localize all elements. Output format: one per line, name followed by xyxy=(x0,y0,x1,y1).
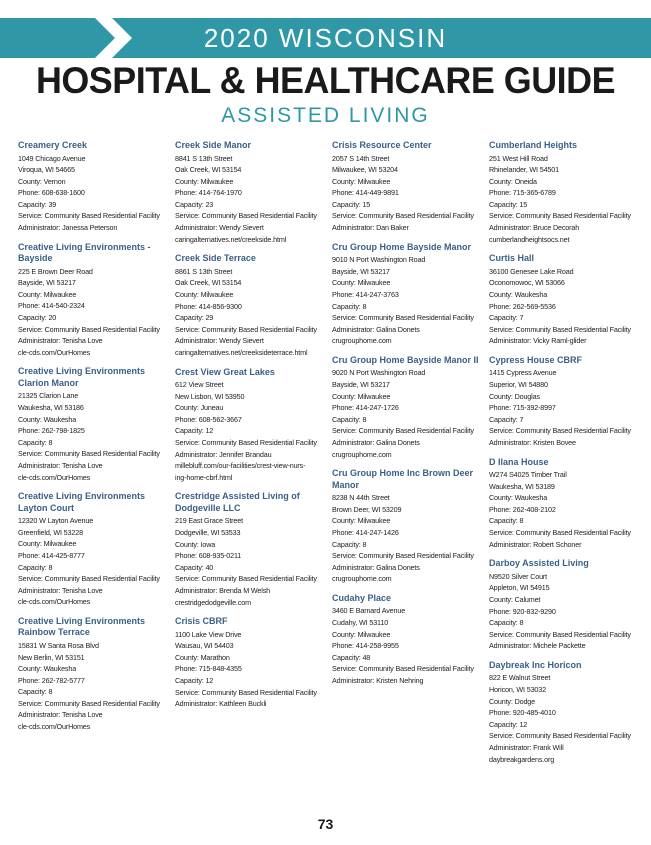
facility-detail: 1415 Cypress Avenue xyxy=(489,368,557,378)
facility-detail: Cudahy, WI 53110 xyxy=(332,618,389,627)
listing-column xyxy=(332,140,489,800)
facility-detail: Service: Community Based Residential Facility xyxy=(332,551,474,561)
facility-detail: Phone: 608-562-3667 xyxy=(175,414,242,424)
facility-name: Creek Side Manor xyxy=(175,140,252,150)
facility-detail: Dodgeville, WI 53533 xyxy=(175,527,241,537)
facility-entry xyxy=(175,253,332,358)
facility-detail: 612 View Street xyxy=(175,380,224,389)
facility-detail: Service: Community Based Residential Facility xyxy=(332,426,474,436)
facility-detail: Administrator: Brenda M Welsh xyxy=(175,585,270,595)
facility-name: Cru Group Home Inc Brown Deer Manor xyxy=(332,468,474,490)
facility-detail: ing-home-cbrf.html xyxy=(175,472,233,482)
facility-detail: County: Waukesha xyxy=(489,289,548,299)
facility-detail: Wausau, WI 54403 xyxy=(175,641,234,651)
facility-name: Creative Living Environments Layton Court xyxy=(18,491,146,513)
facility-detail: Capacity: 8 xyxy=(489,516,524,526)
facility-detail: W274 S4025 Timber Trail xyxy=(489,470,567,480)
facility-detail: Capacity: 8 xyxy=(332,301,367,311)
facility-detail: Service: Community Based Residential Facility xyxy=(18,574,160,584)
facility-detail: Service: Community Based Residential Facility xyxy=(489,731,631,741)
facility-entry xyxy=(332,468,489,585)
facility-detail: Service: Community Based Residential Facility xyxy=(175,574,317,584)
facility-detail: Capacity: 15 xyxy=(332,199,371,209)
facility-detail: Capacity: 8 xyxy=(18,687,53,697)
facility-detail: Capacity: 7 xyxy=(489,414,524,424)
facility-detail: County: Juneau xyxy=(175,403,224,413)
facility-entry xyxy=(18,366,175,483)
facility-detail: County: Milwaukee xyxy=(332,278,391,288)
facility-name: Crestridge Assisted Living of Dodgeville LLC xyxy=(175,491,300,513)
facility-detail: Administrator: Janessa Peterson xyxy=(18,223,118,233)
facility-entry xyxy=(18,242,175,359)
facility-detail: Service: Community Based Residential Facility xyxy=(489,528,631,538)
facility-detail: Service: Community Based Residential Facility xyxy=(332,664,474,674)
facility-entry xyxy=(18,616,175,733)
facility-detail: Administrator: Dan Baker xyxy=(332,223,409,233)
facility-detail: cumberlandheightsocs.net xyxy=(489,234,570,244)
facility-detail: Capacity: 7 xyxy=(489,313,524,323)
facility-detail: Phone: 262-569-5536 xyxy=(489,301,556,311)
facility-detail: Phone: 414-540-2324 xyxy=(18,301,85,311)
facility-detail: Phone: 715-848-4355 xyxy=(175,664,242,674)
facility-detail: cle-cds.com/OurHomes xyxy=(18,347,91,357)
facility-detail: Service: Community Based Residential Facility xyxy=(332,211,474,221)
facility-detail: Viroqua, WI 54665 xyxy=(18,165,75,175)
facility-detail: 9020 N Port Washington Road xyxy=(332,368,426,378)
facility-detail: Administrator: Tenisha Love xyxy=(18,460,103,470)
facility-name: Darboy Assisted Living xyxy=(489,558,589,569)
facility-detail: 36100 Genesee Lake Road xyxy=(489,266,574,276)
facility-detail: Oak Creek, WI 53154 xyxy=(175,165,242,175)
listing-column xyxy=(489,140,646,800)
facility-detail: Capacity: 12 xyxy=(489,719,528,729)
facility-detail: cle-cds.com/OurHomes xyxy=(18,472,91,482)
facility-detail: Capacity: 39 xyxy=(18,199,57,209)
facility-detail: Oconomowoc, WI 53066 xyxy=(489,278,565,288)
facility-detail: Service: Community Based Residential Facility xyxy=(332,313,474,323)
facility-name: Creative Living Environments Rainbow Terrace xyxy=(18,615,146,638)
facility-detail: New Lisbon, WI 53950 xyxy=(175,391,245,401)
banner-title: 2020 WISCONSIN xyxy=(203,23,448,53)
facility-detail: Oak Creek, WI 53154 xyxy=(175,278,242,288)
facility-name: Cru Group Home Bayside Manor xyxy=(332,241,472,252)
facility-entry xyxy=(489,558,646,652)
facility-name: Creek Side Terrace xyxy=(175,253,256,264)
facility-detail: Appleton, WI 54915 xyxy=(489,583,550,593)
facility-detail: 21325 Clarion Lane xyxy=(18,391,79,401)
facility-entry xyxy=(175,616,332,710)
facility-detail: crugrouphome.com xyxy=(332,574,392,584)
facility-detail: Administrator: Robert Schoner xyxy=(489,539,582,549)
facility-detail: Administrator: Tenisha Love xyxy=(18,585,103,595)
facility-detail: County: Milwaukee xyxy=(18,539,77,549)
page-number: 73 xyxy=(317,816,334,832)
facility-entry xyxy=(489,457,646,551)
facility-detail: Horicon, WI 53032 xyxy=(489,684,546,694)
facility-detail: County: Dodge xyxy=(489,696,535,706)
facility-detail: County: Vernon xyxy=(18,176,66,186)
facility-detail: County: Oneida xyxy=(489,176,537,186)
facility-detail: Capacity: 8 xyxy=(332,414,367,424)
facility-detail: New Berlin, WI 53151 xyxy=(18,652,85,662)
facility-entry xyxy=(489,355,646,449)
facility-detail: County: Waukesha xyxy=(489,493,548,503)
facility-entry xyxy=(332,242,489,347)
facility-detail: Administrator: Wendy Sievert xyxy=(175,336,264,346)
facility-detail: Phone: 920-485-4010 xyxy=(489,708,556,718)
facility-detail: Waukesha, WI 53189 xyxy=(489,481,555,491)
facility-entry xyxy=(332,355,489,460)
facility-detail: Administrator: Galina Donets xyxy=(332,324,420,334)
facility-detail: 2057 S 14th Street xyxy=(332,153,390,163)
facility-detail: County: Iowa xyxy=(175,539,216,549)
facility-detail: Administrator: Wendy Sievert xyxy=(175,223,264,233)
facility-name: Creative Living Environments Clarion Manor xyxy=(18,366,146,388)
facility-detail: County: Milwaukee xyxy=(332,176,391,186)
facility-detail: Phone: 414-247-1426 xyxy=(332,527,399,537)
facility-detail: County: Waukesha xyxy=(18,414,77,424)
facility-detail: Capacity: 8 xyxy=(18,562,53,572)
facility-detail: Service: Community Based Residential Facility xyxy=(175,687,317,697)
facility-name: Crisis CBRF xyxy=(175,616,228,627)
facility-detail: Brown Deer, WI 53209 xyxy=(332,504,402,514)
facility-entry xyxy=(332,140,489,234)
facility-detail: Service: Community Based Residential Facility xyxy=(489,426,631,436)
facility-name: Cypress House CBRF xyxy=(489,354,583,365)
facility-detail: Phone: 715-365-6789 xyxy=(489,188,556,198)
facility-detail: County: Milwaukee xyxy=(332,391,391,401)
facility-detail: Administrator: Galina Donets xyxy=(332,562,420,572)
facility-detail: Phone: 414-247-3763 xyxy=(332,289,399,299)
facility-detail: Administrator: Michele Packette xyxy=(489,641,586,651)
facility-detail: Capacity: 23 xyxy=(175,199,214,209)
facility-detail: Capacity: 8 xyxy=(489,618,524,628)
facility-detail: Administrator: Kathleen Buckli xyxy=(175,699,267,709)
facility-detail: 1049 Chicago Avenue xyxy=(18,153,86,163)
facility-detail: Capacity: 29 xyxy=(175,313,214,323)
facility-detail: crugrouphome.com xyxy=(332,336,392,346)
facility-detail: 251 West Hill Road xyxy=(489,153,548,163)
facility-detail: caringalternatives.net/creekside.html xyxy=(175,234,287,244)
facility-detail: Administrator: Jennifer Brandau xyxy=(175,449,272,459)
facility-detail: County: Milwaukee xyxy=(332,516,391,526)
facility-detail: 8861 S 13th Street xyxy=(175,266,233,276)
facility-detail: 8841 S 13th Street xyxy=(175,153,233,163)
facility-name: Creamery Creek xyxy=(18,140,88,150)
facility-detail: Bayside, WI 53217 xyxy=(18,278,76,288)
facility-detail: N9520 Silver Court xyxy=(489,571,548,581)
facility-detail: Phone: 715-392-8997 xyxy=(489,403,556,413)
facility-detail: Capacity: 20 xyxy=(18,313,57,323)
facility-detail: Superior, WI 54880 xyxy=(489,380,548,389)
facility-detail: cle-cds.com/OurHomes xyxy=(18,722,91,732)
facility-detail: crestridgedodgeville.com xyxy=(175,597,251,607)
facility-detail: Administrator: Vicky Raml-glider xyxy=(489,336,587,346)
facility-detail: 3460 E Barnard Avenue xyxy=(332,606,406,616)
facility-detail: Service: Community Based Residential Facility xyxy=(489,324,631,334)
facility-detail: Phone: 262-408-2102 xyxy=(489,504,556,514)
facility-name: Crisis Resource Center xyxy=(332,140,432,150)
facility-detail: Administrator: Kristen Bovee xyxy=(489,437,576,447)
facility-detail: Capacity: 8 xyxy=(332,539,367,549)
facility-detail: Capacity: 15 xyxy=(489,199,528,209)
facility-detail: Phone: 262-798-1825 xyxy=(18,426,85,436)
facility-detail: cle-cds.com/OurHomes xyxy=(18,597,91,607)
facility-detail: County: Waukesha xyxy=(18,664,77,674)
listing-column xyxy=(18,140,175,800)
facility-detail: 225 E Brown Deer Road xyxy=(18,266,93,276)
facility-detail: Phone: 414-258-9955 xyxy=(332,641,399,651)
header-banner xyxy=(0,18,651,58)
facility-detail: Phone: 920-832-9290 xyxy=(489,606,556,616)
facility-detail: 15831 W Santa Rosa Blvd xyxy=(18,640,99,650)
facility-detail: 822 E Walnut Street xyxy=(489,673,551,683)
facility-detail: Bayside, WI 53217 xyxy=(332,380,390,389)
facility-detail: Service: Community Based Residential Facility xyxy=(18,698,160,708)
facility-name: Curtis Hall xyxy=(489,253,535,264)
facility-detail: Administrator: Kristen Nehring xyxy=(332,675,424,685)
facility-detail: Phone: 414-425-8777 xyxy=(18,550,85,560)
listing-column xyxy=(175,140,332,800)
facility-detail: Service: Community Based Residential Facility xyxy=(175,211,317,221)
facility-detail: Capacity: 40 xyxy=(175,562,214,572)
section-subtitle: ASSISTED LIVING xyxy=(221,104,430,127)
facility-detail: Administrator: Tenisha Love xyxy=(18,336,103,346)
facility-entry xyxy=(489,140,646,245)
facility-detail: County: Marathon xyxy=(175,652,230,662)
facility-detail: Phone: 414-856-9300 xyxy=(175,301,242,311)
facility-detail: Capacity: 12 xyxy=(175,675,214,685)
facility-detail: County: Milwaukee xyxy=(18,289,77,299)
facility-name: Cru Group Home Bayside Manor II xyxy=(332,354,479,365)
facility-detail: Administrator: Galina Donets xyxy=(332,437,420,447)
facility-detail: Phone: 414-449-9891 xyxy=(332,188,399,198)
facility-detail: Milwaukee, WI 53204 xyxy=(332,165,398,175)
facility-detail: Phone: 414-764-1970 xyxy=(175,188,242,198)
listing-columns xyxy=(18,140,643,800)
facility-entry xyxy=(18,140,175,234)
facility-detail: County: Milwaukee xyxy=(175,176,234,186)
facility-detail: Capacity: 48 xyxy=(332,652,371,662)
facility-detail: 1100 Lake View Drive xyxy=(175,629,242,639)
facility-detail: caringalternatives.net/creeksideterrace.html xyxy=(175,347,308,357)
facility-entry xyxy=(175,367,332,484)
facility-detail: 12320 W Layton Avenue xyxy=(18,516,94,526)
facility-detail: Greenfield, WI 53228 xyxy=(18,527,83,537)
facility-entry xyxy=(175,140,332,245)
facility-detail: Administrator: Tenisha Love xyxy=(18,710,103,720)
facility-detail: County: Calumet xyxy=(489,594,541,604)
facility-entry xyxy=(489,660,646,765)
facility-detail: Waukesha, WI 53186 xyxy=(18,403,84,412)
facility-detail: Phone: 608-935-0211 xyxy=(175,551,242,561)
facility-name: Cudahy Place xyxy=(332,592,392,603)
facility-detail: Service: Community Based Residential Facility xyxy=(18,211,160,221)
facility-detail: County: Douglas xyxy=(489,391,540,401)
facility-entry xyxy=(18,491,175,608)
facility-detail: Phone: 414-247-1726 xyxy=(332,403,399,413)
facility-detail: Service: Community Based Residential Facility xyxy=(18,324,160,334)
facility-detail: Administrator: Bruce Decorah xyxy=(489,223,580,233)
facility-detail: Bayside, WI 53217 xyxy=(332,266,390,276)
facility-detail: Service: Community Based Residential Facility xyxy=(18,449,160,459)
facility-detail: 8238 N 44th Street xyxy=(332,493,390,503)
page-title: HOSPITAL & HEALTHCARE GUIDE xyxy=(35,60,616,101)
facility-entry xyxy=(175,491,332,608)
facility-detail: millebluff.com/our-facilities/crest-view-nurs- xyxy=(175,461,306,471)
facility-detail: Service: Community Based Residential Facility xyxy=(175,437,317,447)
facility-detail: Service: Community Based Residential Facility xyxy=(489,211,631,221)
facility-detail: County: Milwaukee xyxy=(175,289,234,299)
facility-detail: Phone: 608-638-1600 xyxy=(18,188,85,198)
facility-detail: Capacity: 8 xyxy=(18,437,53,447)
facility-detail: Service: Community Based Residential Facility xyxy=(175,324,317,334)
facility-detail: Rhinelander, WI 54501 xyxy=(489,165,559,175)
facility-name: Daybreak Inc Horicon xyxy=(489,659,582,670)
facility-detail: County: Milwaukee xyxy=(332,629,391,639)
facility-detail: Service: Community Based Residential Facility xyxy=(489,629,631,639)
facility-detail: Phone: 262-782-5777 xyxy=(18,675,85,685)
facility-entry xyxy=(332,593,489,687)
facility-name: Creative Living Environments - Bayside xyxy=(18,241,151,264)
facility-name: Crest View Great Lakes xyxy=(175,366,275,377)
facility-detail: Administrator: Frank Will xyxy=(489,742,564,752)
facility-detail: 9010 N Port Washington Road xyxy=(332,255,426,265)
facility-detail: 219 East Grace Street xyxy=(175,516,243,526)
facility-detail: Capacity: 12 xyxy=(175,426,214,436)
facility-name: Cumberland Heights xyxy=(489,140,578,150)
facility-detail: crugrouphome.com xyxy=(332,449,392,459)
facility-name: D Ilana House xyxy=(489,456,549,467)
facility-entry xyxy=(489,253,646,347)
facility-detail: daybreakgardens.org xyxy=(489,754,555,764)
